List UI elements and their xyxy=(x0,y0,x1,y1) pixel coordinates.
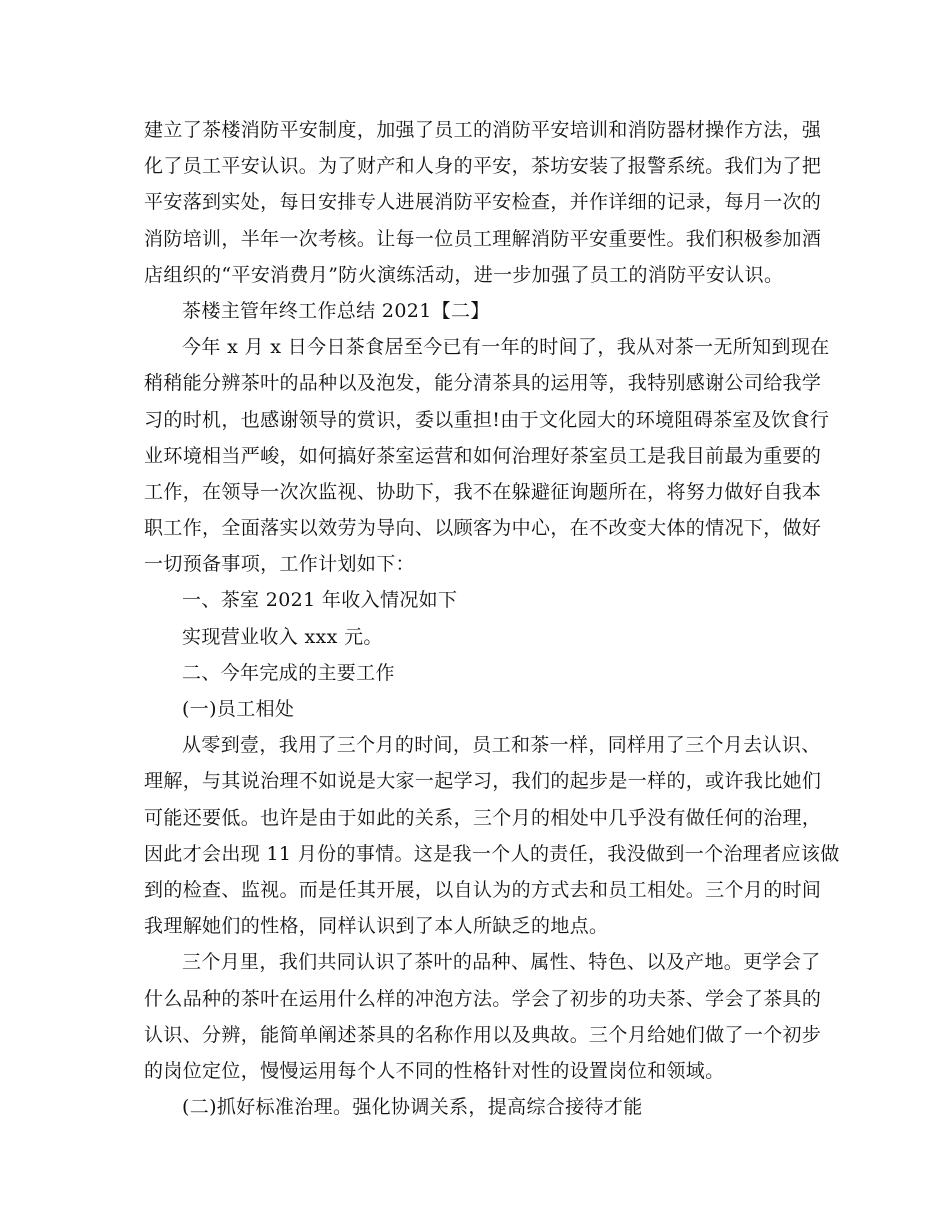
text-line: 今年 x 月 x 日今日茶食居至今已有一年的时间了，我从对茶一无所知到现在 xyxy=(182,336,830,359)
heading-income: 一、茶室 2021 年收入情况如下 xyxy=(182,589,458,612)
text-line: 店组织的“平安消费月”防火演练活动，进一步加强了员工的消防平安认识。 xyxy=(144,263,784,286)
paragraph-intro xyxy=(144,329,830,582)
text-line: 的岗位定位，慢慢运用每个人不同的性格针对性的设置岗位和领域。 xyxy=(144,1059,725,1082)
heading-main-work: 二、今年完成的主要工作 xyxy=(182,661,395,684)
text-line: 三个月里，我们共同认识了茶叶的品种、属性、特色、以及产地。更学会了 xyxy=(182,951,821,974)
text-line: 消防培训，半年一次考核。让每一位员工理解消防平安重要性。我们积极参加酒 xyxy=(144,227,822,250)
subheading-staff: (一)员工相处 xyxy=(182,698,295,720)
text-line: 职工作，全面落实以效劳为导向、以顾客为中心，在不改变大体的情况下，做好 xyxy=(144,517,822,540)
text-line: 建立了茶楼消防平安制度，加强了员工的消防平安培训和消防器材操作方法，强 xyxy=(144,119,822,141)
text-line: 稍稍能分辨茶叶的品种以及泡发，能分清茶具的运用等，我特别感谢公司给我学 xyxy=(144,372,822,395)
text-line: 因此才会出现 11 月份的事情。这是我一个人的责任，我没做到一个治理者应该做 xyxy=(144,842,840,865)
text-line: 业环境相当严峻，如何搞好茶室运营和如何治理好茶室员工是我目前最为重要的 xyxy=(144,444,822,467)
text-line: 化了员工平安认识。为了财产和人身的平安，茶坊安装了报警系统。我们为了把 xyxy=(144,155,822,178)
paragraph-staff xyxy=(144,727,840,944)
income-line: 实现营业收入 xxx 元。 xyxy=(182,625,383,648)
paragraph-tea-knowledge xyxy=(144,944,822,1089)
subheading-management: (二)抓好标准治理。强化协调关系，提高综合接待才能 xyxy=(182,1096,643,1119)
section-title: 茶楼主管年终工作总结 2021【二】 xyxy=(182,299,490,322)
document-body xyxy=(144,112,840,1125)
text-line: 从零到壹，我用了三个月的时间，员工和茶一样，同样用了三个月去认识、 xyxy=(182,734,821,757)
text-line: 可能还要低。也许是由于如此的关系，三个月的相处中几乎没有做任何的治理， xyxy=(144,806,822,829)
text-line: 到的检查、监视。而是任其开展，以自认为的方式去和员工相处。三个月的时间 xyxy=(144,878,822,901)
text-line: 平安落到实处，每日安排专人进展消防平安检查，并作详细的记录，每月一次的 xyxy=(144,191,822,214)
paragraph-fire-safety xyxy=(144,112,822,293)
text-line: 什么品种的茶叶在运用什么样的冲泡方法。学会了初步的功夫茶、学会了茶具的 xyxy=(144,987,822,1010)
text-line: 理解，与其说治理不如说是大家一起学习，我们的起步是一样的，或许我比她们 xyxy=(144,770,822,793)
text-line: 认识、分辨，能简单阐述茶具的名称作用以及典故。三个月给她们做了一个初步 xyxy=(144,1023,822,1046)
text-line: 工作，在领导一次次监视、协助下，我不在躲避征询题所在，将努力做好自我本 xyxy=(144,480,822,503)
text-line: 一切预备事项，工作计划如下： xyxy=(144,553,415,576)
text-line: 习的时机，也感谢领导的赏识，委以重担!由于文化园大的环境阻碍茶室及饮食行 xyxy=(144,408,830,431)
text-line: 我理解她们的性格，同样认识到了本人所缺乏的地点。 xyxy=(144,915,609,938)
